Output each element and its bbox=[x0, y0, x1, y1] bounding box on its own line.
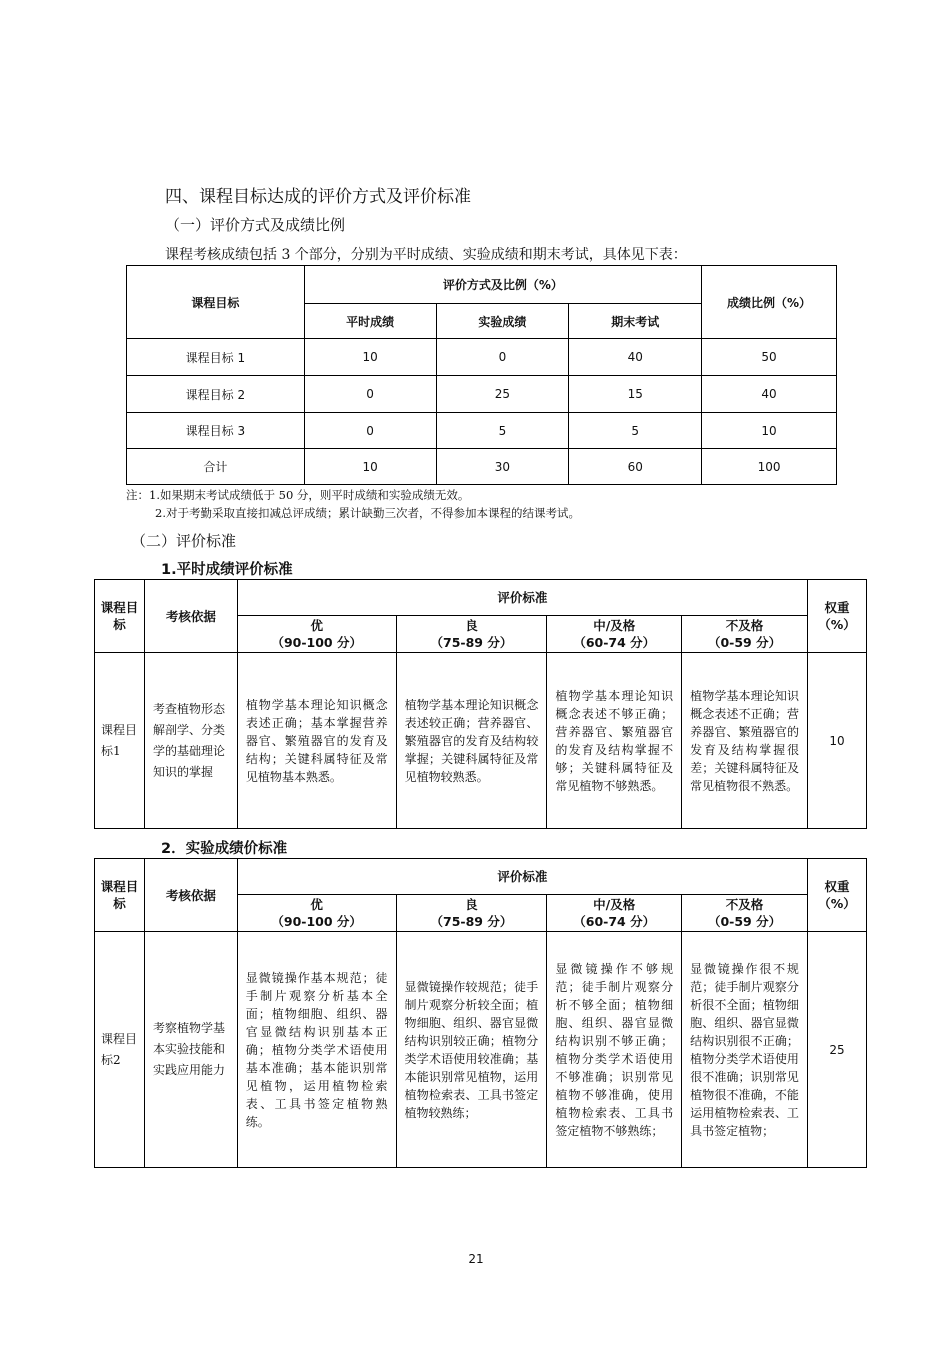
header-grade-fail bbox=[682, 895, 808, 932]
header-standard: 评价标准 bbox=[237, 580, 807, 616]
row-goal: 课程目标 1 bbox=[127, 339, 305, 376]
header-grade-pass bbox=[547, 616, 682, 653]
standard-fail: 显微镜操作很不规范；徒手制片观察分析很不全面；植物细胞、组织、器官显微结构识别很不正确；植物分类学术语使用很不准确；识别常见植物很不准确，不能运用植物检索表、工具书签定植物； bbox=[682, 932, 808, 1168]
standard-good: 植物学基本理论知识概念表述较正确；营养器官、繁殖器官的发育及结构较掌握；关键科属特征及常见植物较熟悉。 bbox=[396, 653, 547, 829]
table-row bbox=[127, 339, 837, 376]
header-score-ratio: 成绩比例（%） bbox=[702, 266, 837, 339]
cell-value: 25 bbox=[436, 376, 569, 413]
header-lab: 实验成绩 bbox=[436, 304, 569, 339]
subsection-title-1: （一）评价方式及成绩比例 bbox=[165, 216, 346, 234]
header-grade-fail bbox=[682, 616, 808, 653]
grade-name: 不及格 bbox=[725, 897, 764, 912]
table-row bbox=[95, 653, 867, 829]
standard-excellent: 显微镜操作基本规范；徒手制片观察分析基本全面；植物细胞、组织、器官显微结构识别基本正确；植物分类学术语使用基本准确；基本能识别常见植物，运用植物检索表、工具书签定植物熟练。 bbox=[237, 932, 396, 1168]
cell-value: 40 bbox=[702, 376, 837, 413]
header-final: 期末考试 bbox=[569, 304, 702, 339]
grade-name: 不及格 bbox=[725, 618, 764, 633]
header-course-goal: 课程目标 bbox=[127, 266, 305, 339]
header-grade-pass bbox=[547, 895, 682, 932]
row-goal: 合计 bbox=[127, 449, 305, 485]
grade-name: 优 bbox=[310, 897, 323, 912]
row-basis: 考查植物形态解剖学、分类学的基础理论知识的掌握 bbox=[144, 653, 237, 829]
table-row bbox=[127, 376, 837, 413]
cell-value: 5 bbox=[436, 413, 569, 449]
cell-value: 60 bbox=[569, 449, 702, 485]
grade-range: （75-89 分） bbox=[430, 914, 513, 929]
header-goal: 课程目标 bbox=[95, 580, 145, 653]
table-title-regular: 1.平时成绩评价标准 bbox=[161, 562, 293, 578]
lab-grade-standard-table bbox=[94, 858, 867, 1168]
grade-range: （75-89 分） bbox=[430, 635, 513, 650]
cell-value: 10 bbox=[304, 449, 436, 485]
cell-value: 100 bbox=[702, 449, 837, 485]
cell-value: 40 bbox=[569, 339, 702, 376]
cell-value: 50 bbox=[702, 339, 837, 376]
row-goal: 课程目标 2 bbox=[127, 376, 305, 413]
regular-grade-standard-table bbox=[94, 579, 867, 829]
header-basis: 考核依据 bbox=[144, 859, 237, 932]
cell-value: 15 bbox=[569, 376, 702, 413]
header-grade-good bbox=[396, 616, 547, 653]
cell-value: 30 bbox=[436, 449, 569, 485]
grade-name: 良 bbox=[465, 618, 478, 633]
table-row bbox=[95, 932, 867, 1168]
row-goal: 课程目标2 bbox=[95, 932, 145, 1168]
grade-range: （90-100 分） bbox=[271, 635, 362, 650]
intro-paragraph: 课程考核成绩包括 3 个部分，分别为平时成绩、实验成绩和期末考试，具体见下表： bbox=[165, 247, 687, 263]
header-eval-method: 评价方式及比例（%） bbox=[304, 266, 701, 304]
row-weight: 10 bbox=[807, 653, 866, 829]
section-title: 四、课程目标达成的评价方式及评价标准 bbox=[165, 187, 471, 207]
page-number: 21 bbox=[468, 1252, 484, 1266]
table-title-lab: 2．实验成绩价标准 bbox=[161, 841, 288, 857]
header-regular: 平时成绩 bbox=[304, 304, 436, 339]
cell-value: 10 bbox=[702, 413, 837, 449]
row-basis: 考察植物学基本实验技能和实践应用能力 bbox=[144, 932, 237, 1168]
header-grade-good bbox=[396, 895, 547, 932]
header-goal: 课程目标 bbox=[95, 859, 145, 932]
note-1: 注：1.如果期末考试成绩低于 50 分，则平时成绩和实验成绩无效。 bbox=[126, 488, 470, 502]
note-2: 2.对于考勤采取直接扣减总评成绩；累计缺勤三次者，不得参加本课程的结课考试。 bbox=[155, 506, 580, 520]
row-goal: 课程目标1 bbox=[95, 653, 145, 829]
grade-range: （90-100 分） bbox=[271, 914, 362, 929]
grade-range: （0-59 分） bbox=[707, 635, 782, 650]
standard-good: 显微镜操作较规范；徒手制片观察分析较全面；植物细胞、组织、器官显微结构识别较正确；植物分类学术语使用较准确；基本能识别常见植物，运用植物检索表、工具书签定植物较熟练； bbox=[396, 932, 547, 1168]
standard-pass: 显微镜操作不够规范；徒手制片观察分析不够全面；植物细胞、组织、器官显微结构识别不够正确；植物分类学术语使用不够准确；识别常见植物不够准确，使用植物检索表、工具书签定植物不够熟练； bbox=[547, 932, 682, 1168]
standard-excellent: 植物学基本理论知识概念表述正确；基本掌握营养器官、繁殖器官的发育及结构；关键科属特征及常见植物基本熟悉。 bbox=[237, 653, 396, 829]
cell-value: 0 bbox=[304, 376, 436, 413]
header-weight: 权重（%） bbox=[807, 580, 866, 653]
grade-name: 中/及格 bbox=[593, 897, 636, 912]
table-row bbox=[127, 413, 837, 449]
header-basis: 考核依据 bbox=[144, 580, 237, 653]
cell-value: 0 bbox=[304, 413, 436, 449]
header-standard: 评价标准 bbox=[237, 859, 807, 895]
grade-name: 中/及格 bbox=[593, 618, 636, 633]
table-row bbox=[127, 449, 837, 485]
cell-value: 0 bbox=[436, 339, 569, 376]
header-grade-excellent bbox=[237, 895, 396, 932]
grade-range: （0-59 分） bbox=[707, 914, 782, 929]
row-weight: 25 bbox=[807, 932, 866, 1168]
cell-value: 5 bbox=[569, 413, 702, 449]
grade-name: 良 bbox=[465, 897, 478, 912]
standard-fail: 植物学基本理论知识概念表述不正确；营养器官、繁殖器官的发育及结构掌握很差；关键科属特征及常见植物很不熟悉。 bbox=[682, 653, 808, 829]
grade-range: （60-74 分） bbox=[573, 635, 656, 650]
cell-value: 10 bbox=[304, 339, 436, 376]
standard-pass: 植物学基本理论知识概念表述不够正确；营养器官、繁殖器官的发育及结构掌握不够；关键科属特征及常见植物不够熟悉。 bbox=[547, 653, 682, 829]
header-grade-excellent bbox=[237, 616, 396, 653]
subsection-title-2: （二）评价标准 bbox=[131, 532, 237, 550]
row-goal: 课程目标 3 bbox=[127, 413, 305, 449]
header-weight: 权重（%） bbox=[807, 859, 866, 932]
grade-name: 优 bbox=[310, 618, 323, 633]
score-ratio-table bbox=[126, 265, 837, 485]
grade-range: （60-74 分） bbox=[573, 914, 656, 929]
